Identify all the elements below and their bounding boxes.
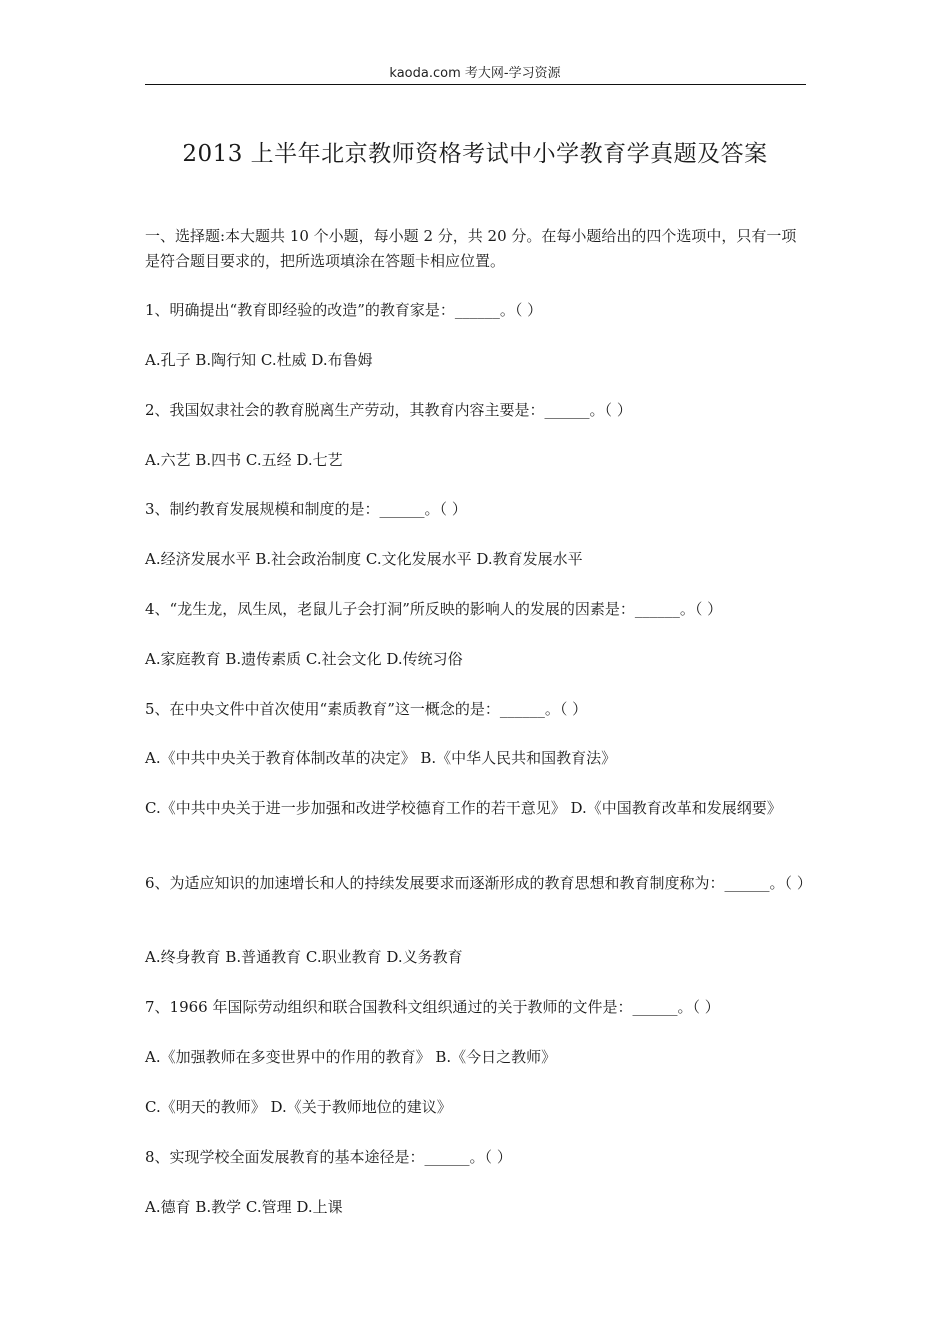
document-title: 2013 上半年北京教师资格考试中小学教育学真题及答案 — [182, 141, 768, 167]
question-1-options: A.孔子 B.陶行知 C.杜威 D.布鲁姆 — [145, 351, 373, 369]
question-7-options-cd: C.《明天的教师》 D.《关于教师地位的建议》 — [145, 1098, 452, 1116]
page-header: kaoda.com 考大网-学习资源 — [389, 66, 561, 81]
question-2-options: A.六艺 B.四书 C.五经 D.七艺 — [145, 451, 343, 469]
question-1: 1、明确提出“教育即经验的改造”的教育家是：______。（ ） — [145, 301, 543, 319]
question-3: 3、制约教育发展规模和制度的是：______。（ ） — [145, 500, 467, 518]
question-6: 6、为适应知识的加速增长和人的持续发展要求而逐渐形成的教育思想和教育制度称为：______。（ ） — [145, 874, 812, 892]
question-8-options: A.德育 B.教学 C.管理 D.上课 — [145, 1198, 343, 1216]
question-8: 8、实现学校全面发展教育的基本途径是：______。（ ） — [145, 1148, 512, 1166]
question-6-options: A.终身教育 B.普通教育 C.职业教育 D.义务教育 — [145, 948, 463, 966]
question-2: 2、我国奴隶社会的教育脱离生产劳动，其教育内容主要是：______。（ ） — [145, 401, 632, 419]
question-7: 7、1966 年国际劳动组织和联合国教科文组织通过的关于教师的文件是：______。（ ） — [145, 998, 720, 1016]
question-5-options-ab: A.《中共中央关于教育体制改革的决定》 B.《中华人民共和国教育法》 — [145, 749, 617, 767]
header-divider — [145, 84, 806, 85]
question-4-options: A.家庭教育 B.遗传素质 C.社会文化 D.传统习俗 — [145, 650, 463, 668]
question-5: 5、在中央文件中首次使用“素质教育”这一概念的是：______。（ ） — [145, 700, 588, 718]
question-5-options-cd: C.《中共中央关于进一步加强和改进学校德育工作的若干意见》 D.《中国教育改革和发展纲要》 — [145, 799, 782, 817]
question-3-options: A.经济发展水平 B.社会政治制度 C.文化发展水平 D.教育发展水平 — [145, 550, 583, 568]
question-4: 4、“龙生龙，凤生凤，老鼠儿子会打洞”所反映的影响人的发展的因素是：______。（ ） — [145, 600, 723, 618]
question-7-options-ab: A.《加强教师在多变世界中的作用的教育》 B.《今日之教师》 — [145, 1048, 557, 1066]
section-intro: 一、选择题:本大题共 10 个小题，每小题 2 分，共 20 分。在每小题给出的四个选项中，只有一项是符合题目要求的，把所选项填涂在答题卡相应位置。 — [145, 227, 797, 270]
